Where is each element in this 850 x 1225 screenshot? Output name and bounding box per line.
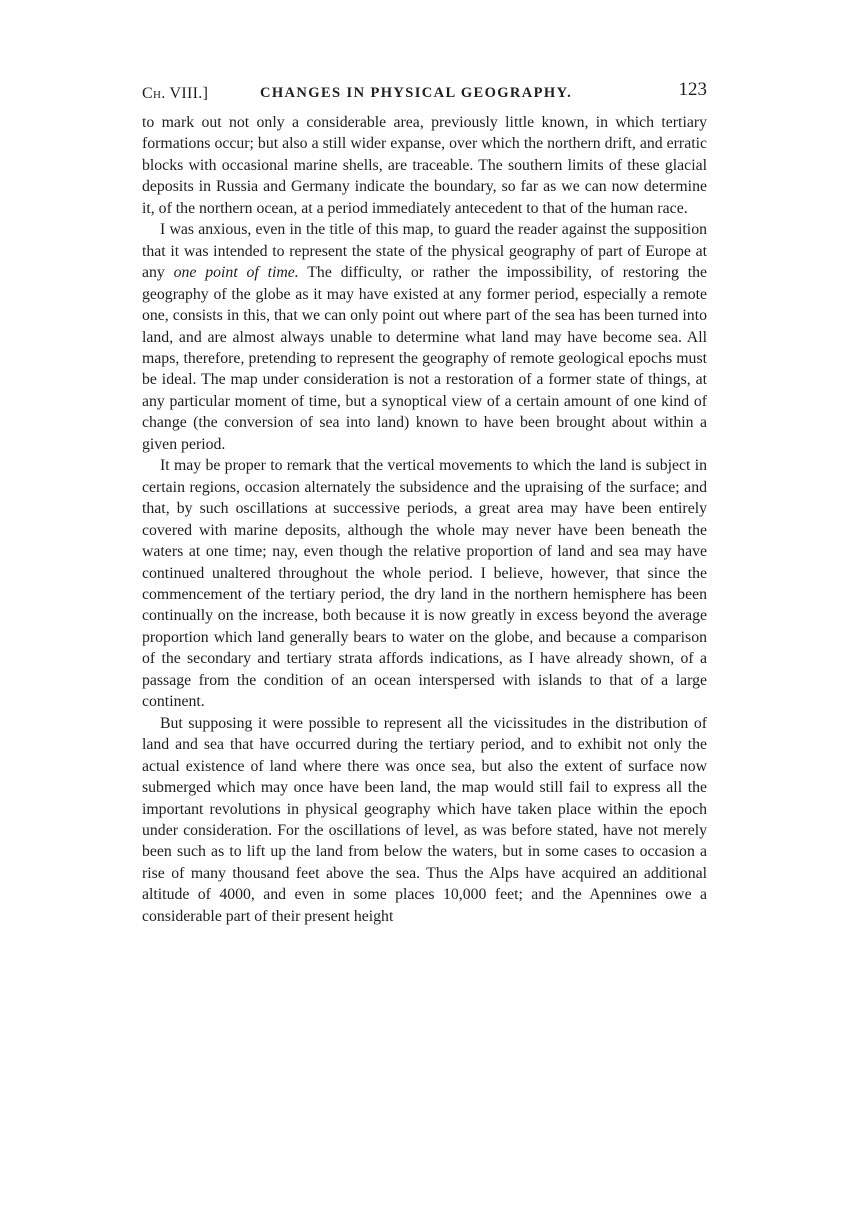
page-header (142, 76, 707, 112)
paragraph-1: to mark out not only a considerable area, previously little known, in which tertiary formations occur; but also a still wider expanse, over which the northern drift, and erratic blocks with occasional marine shells, are traceable. The southern limits of these glacial deposits in Russia and Germany indicate the boundary, so far as we can now determine it, of the northern ocean, at a period immediately antecedent to that of the human race. (142, 114, 707, 217)
paragraph-3: It may be proper to remark that the vertical movements to which the land is subject in certain regions, occasion alternately the subsidence and the upraising of the surface; and that, by such oscillations at successive periods, a great area may have been entirely covered with marine deposits, although the whole may never have been beneath the waters at one time; nay, even though the relative proportion of land and sea may have continued unaltered throughout the whole period. I believe, however, that since the commencement of the tertiary period, the dry land in the northern hemisphere has been continually on the increase, both because it is now greatly in excess beyond the average proportion which land generally bears to water on the globe, and because a comparison of the secondary and tertiary strata affords indications, as I have already shown, of a passage from the condition of an ocean interspersed with islands to that of a large continent. (142, 457, 707, 711)
chapter-marker: Ch. VIII.] (142, 85, 209, 102)
paragraph-4: But supposing it were possible to represent all the vicissitudes in the distribution of land and sea that have occurred during the tertiary period, and to exhibit not only the actual existence of land where there was once sea, but also the extent of surface now submerged which may once have been land, the map would still fail to express all the important revolutions in physical geography which have taken place within the epoch under consideration. For the oscillations of level, as was before stated, have not merely been such as to lift up the land from below the waters, but in some cases to occasion a rise of many thousand feet above the sea. Thus the Alps have acquired an additional altitude of 4000, and even in some places 10,000 feet; and the Apennines owe a considerable part of their present height (142, 714, 707, 925)
paragraph-2-text-before: I was anxious, even in the title of this map, to guard the reader against the supposition that it was intended to represent the state of the physical geography of part of Europe at any (142, 221, 707, 282)
page-number: 123 (678, 79, 707, 100)
book-page (142, 76, 707, 927)
paragraph-2-text-after: The difficulty, or rather the impossibility, of restoring the geography of the globe as it may have existed at any former period, especially a remote one, consists in this, that we can only point out where part of the sea has been turned into land, and are almost always unable to determine what land may have become sea. All maps, therefore, pretending to represent the geography of remote geological epochs must be ideal. The map under consideration is not a restoration of a former state of things, at any particular moment of time, but a synoptical view of a certain amount of one kind of change (the conversion of sea into land) known to have been brought about within a given period. (142, 264, 707, 453)
body-text (142, 112, 707, 927)
running-title: CHANGES IN PHYSICAL GEOGRAPHY. (260, 85, 573, 101)
paragraph-2 (142, 219, 707, 455)
paragraph-2-emphasis: one point of time. (173, 264, 299, 282)
